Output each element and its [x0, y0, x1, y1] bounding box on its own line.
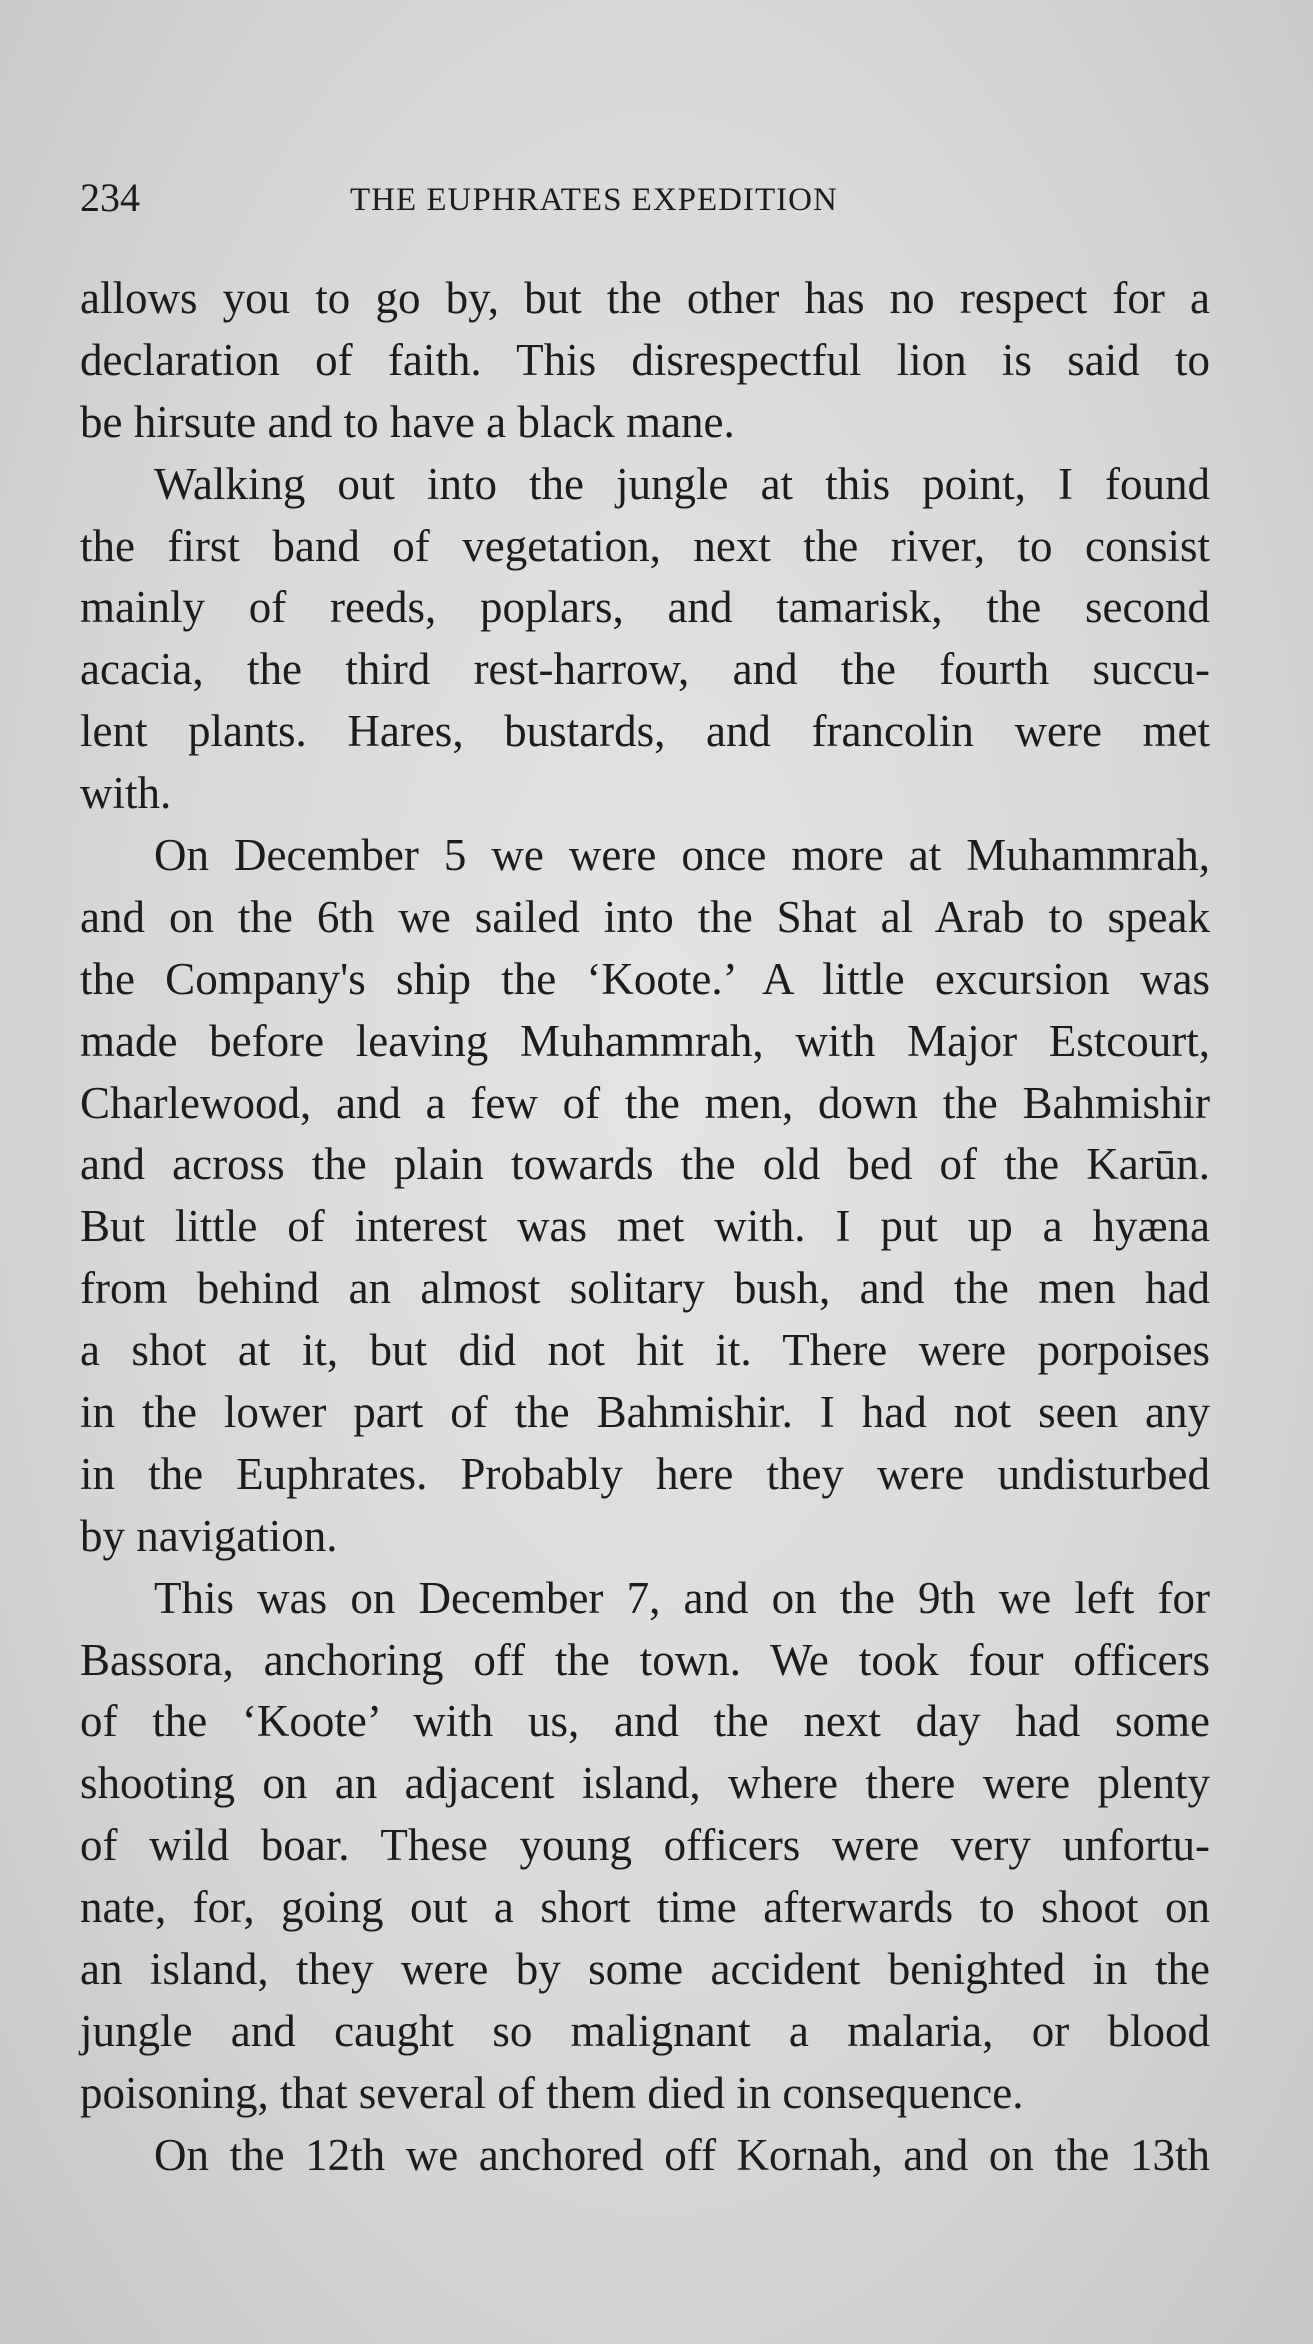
text-line: of the ‘Koote’ with us, and the next day had some [80, 1696, 1210, 1747]
text-line: Bassora, anchoring off the town. We took four officers [80, 1634, 1210, 1685]
text-line: nate, for, going out a short time afterwards to shoot on [80, 1882, 1210, 1933]
text-line: allows you to go by, but the other has no respect for a [80, 273, 1210, 323]
text-line: with. [80, 768, 172, 819]
text-line: poisoning, that several of them died in consequence. [80, 2067, 1024, 2118]
text-line: the first band of vegetation, next the river, to consist [80, 520, 1210, 571]
text-line: from behind an almost solitary bush, and the men had [80, 1263, 1210, 1314]
text-line: declaration of faith. This disrespectful lion is said to [80, 334, 1210, 385]
text-line: a shot at it, but did not hit it. There were porpoises [80, 1325, 1210, 1376]
text-line: the Company's ship the ‘Koote.’ A little excursion was [80, 953, 1210, 1004]
text-line: shooting on an adjacent island, where there were plenty [80, 1758, 1210, 1809]
text-line: On December 5 we were once more at Muhammrah, [154, 830, 1210, 881]
text-line: On the 12th we anchored off Kornah, and on the 13th [154, 2129, 1210, 2180]
text-line: of wild boar. These young officers were very unfortu- [80, 1820, 1210, 1871]
text-line: lent plants. Hares, bustards, and francolin were met [80, 706, 1210, 757]
text-line: jungle and caught so malignant a malaria, or blood [80, 2005, 1210, 2056]
text-line: This was on December 7, and on the 9th we left for [154, 1572, 1210, 1623]
text-line: and on the 6th we sailed into the Shat al Arab to speak [80, 891, 1210, 942]
text-line: mainly of reeds, poplars, and tamarisk, the second [80, 582, 1210, 633]
text-line: But little of interest was met with. I put up a hyæna [80, 1201, 1210, 1252]
text-line: and across the plain towards the old bed of the Karūn. [80, 1139, 1210, 1190]
page-number: 234 [80, 175, 140, 220]
text-line: in the Euphrates. Probably here they were undisturbed [80, 1448, 1210, 1499]
body-text [80, 268, 1210, 2187]
text-line: Walking out into the jungle at this point, I found [154, 458, 1210, 509]
text-line: made before leaving Muhammrah, with Major Estcourt, [80, 1015, 1210, 1066]
text-line: Charlewood, and a few of the men, down the Bahmishir [80, 1077, 1210, 1128]
text-line: in the lower part of the Bahmishir. I had not seen any [80, 1387, 1210, 1438]
page-header [80, 172, 1220, 224]
text-line: be hirsute and to have a black mane. [80, 396, 735, 447]
text-line: an island, they were by some accident benighted in the [80, 1944, 1210, 1995]
running-title: THE EUPHRATES EXPEDITION [350, 182, 838, 218]
text-line: by navigation. [80, 1510, 338, 1561]
text-line: acacia, the third rest-harrow, and the fourth succu- [80, 644, 1210, 695]
